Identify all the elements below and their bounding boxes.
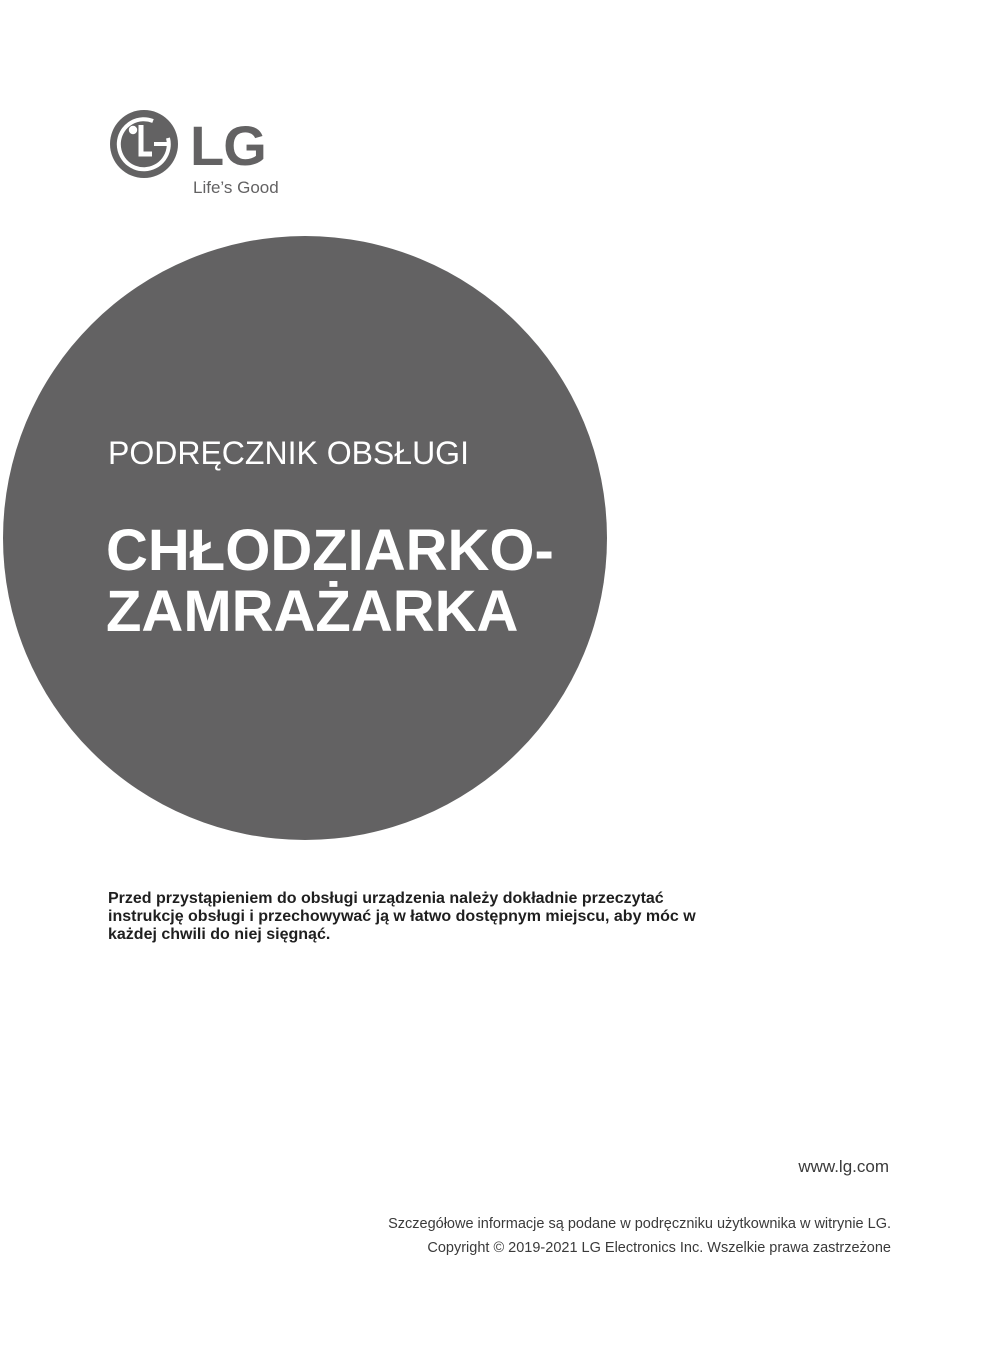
footer-details: Szczegółowe informacje są podane w podręczniku użytkownika w witrynie LG. xyxy=(388,1216,891,1232)
product-title-line-2: ZAMRAŻARKA xyxy=(106,579,519,644)
product-title-line-1: CHŁODZIARKO- xyxy=(106,518,554,583)
footer-info xyxy=(388,1212,891,1260)
footer-copyright: Copyright © 2019-2021 LG Electronics Inc. Wszelkie prawa zastrzeżone xyxy=(427,1240,891,1256)
lg-face-icon xyxy=(108,108,180,180)
brand-slogan: Life’s Good xyxy=(193,178,279,197)
website-link[interactable]: www.lg.com xyxy=(798,1157,889,1176)
safety-notice-line-2: instrukcję obsługi i przechowywać ją w łatwo dostępnym miejscu, aby móc w xyxy=(108,908,696,925)
product-title xyxy=(106,520,554,642)
safety-notice xyxy=(108,890,808,944)
lg-wordmark: LG xyxy=(190,114,266,177)
safety-notice-line-3: każdej chwili do niej sięgnąć. xyxy=(108,926,331,943)
safety-notice-line-1: Przed przystąpieniem do obsługi urządzenia należy dokładnie przeczytać xyxy=(108,890,664,907)
manual-label: PODRĘCZNIK OBSŁUGI xyxy=(108,435,469,471)
lg-logo xyxy=(108,108,298,203)
